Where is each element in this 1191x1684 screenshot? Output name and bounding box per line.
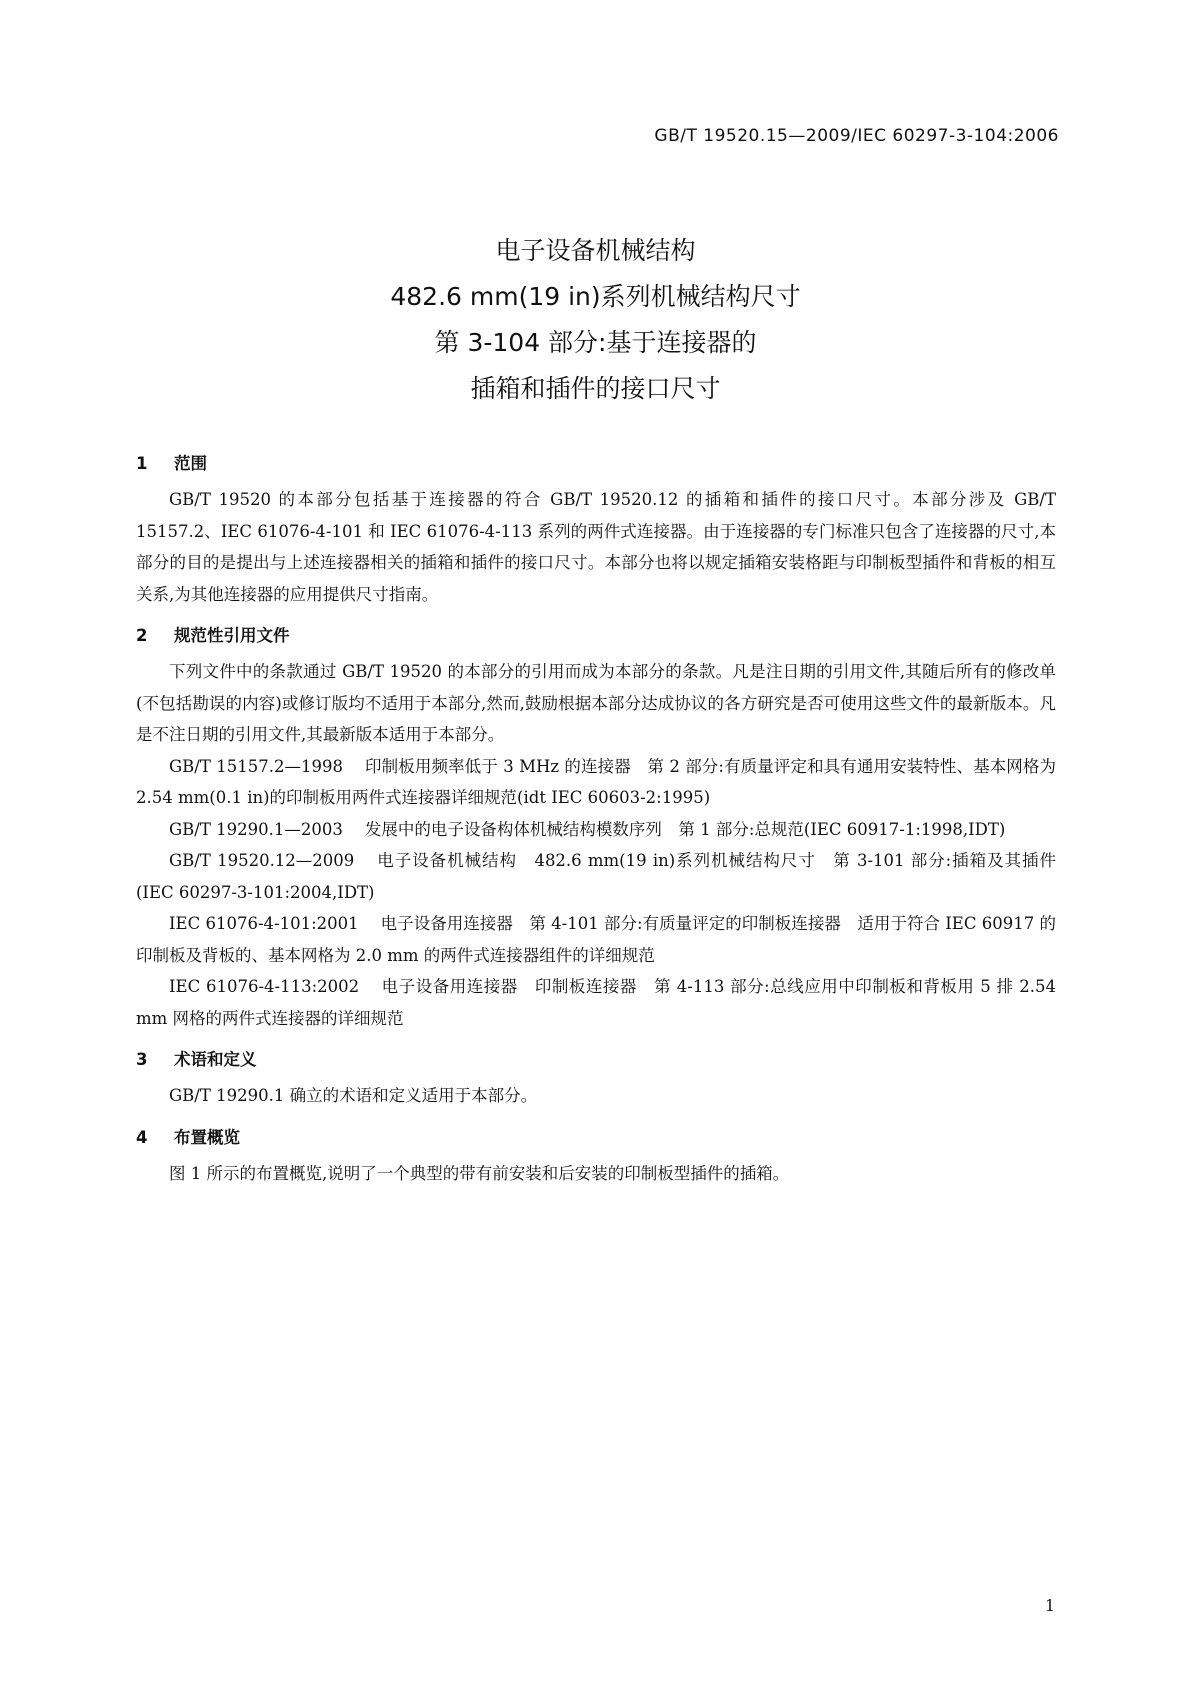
reference-item [136, 971, 1056, 1034]
reference-code: IEC 61076-4-113:2002 [169, 977, 360, 996]
reference-text: 电子设备机械结构 482.6 mm(19 in)系列机械结构尺寸 第 3-101 部分:插箱及其插件(IEC 60297-3-101:2004,IDT) [136, 851, 1056, 902]
section-scope [136, 450, 1056, 610]
page-number: 1 [1044, 1596, 1055, 1615]
section-heading [136, 450, 1056, 474]
reference-item [136, 908, 1056, 971]
document-body [136, 450, 1056, 1189]
reference-text: 电子设备用连接器 第 4-101 部分:有质量评定的印制板连接器 适用于符合 IEC 60917 的印制板及背板的、基本网格为 2.0 mm 的两件式连接器组件的详细规范 [136, 914, 1056, 965]
section-number: 4 [136, 1127, 148, 1147]
title-line: 482.6 mm(19 in)系列机械结构尺寸 [390, 282, 801, 311]
section-number: 2 [136, 626, 148, 645]
standard-code: GB/T 19520.15—2009/IEC 60297-3-104:2006 [654, 126, 1059, 146]
reference-text: 发展中的电子设备构体机械结构模数序列 第 1 部分:总规范(IEC 60917-1:1998,IDT) [364, 819, 1006, 839]
paragraph: 图 1 所示的布置概览,说明了一个典型的带有前安装和后安装的印制板型插件的插箱。 [169, 1163, 790, 1183]
reference-text: 印制板用频率低于 3 MHz 的连接器 第 2 部分:有质量评定和具有通用安装特性、基本网格为 2.54 mm(0.1 in)的印制板用两件式连接器详细规范(idt IEC 60603-2:1995) [136, 756, 1056, 807]
section-heading [136, 1046, 1056, 1070]
reference-item [136, 814, 1056, 846]
reference-item [136, 845, 1056, 908]
document-title [0, 228, 1191, 412]
section-title: 范围 [174, 454, 207, 473]
section-number: 3 [136, 1050, 148, 1069]
reference-code: GB/T 19290.1—2003 [169, 819, 343, 839]
paragraph: GB/T 19520 的本部分包括基于连接器的符合 GB/T 19520.12 的插箱和插件的接口尺寸。本部分涉及 GB/T 15157.2、IEC 61076-4-101 和 IEC 61076-4-113 系列的两件式连接器。由于连接器的专门标准只包含了连接器的尺寸,本部分的目的是提出与上述连接器相关的插箱和插件的接口尺寸。本部分也将以规定插箱安装格距与印制板型插件和背板的相互关系,为其他连接器的应用提供尺寸指南。 [136, 490, 1056, 604]
section-number: 1 [136, 454, 148, 473]
reference-code: IEC 61076-4-101:2001 [169, 914, 359, 933]
paragraph: GB/T 19290.1 确立的术语和定义适用于本部分。 [169, 1086, 538, 1105]
section-title: 术语和定义 [174, 1050, 257, 1069]
section-layout-overview [136, 1124, 1056, 1190]
title-line: 电子设备机械结构 [495, 236, 696, 265]
section-title: 规范性引用文件 [174, 626, 290, 645]
section-terms-definitions [136, 1046, 1056, 1112]
title-line: 插箱和插件的接口尺寸 [470, 374, 721, 403]
section-normative-references [136, 622, 1056, 1034]
reference-code: GB/T 15157.2—1998 [169, 756, 343, 776]
section-heading [136, 622, 1056, 646]
reference-code: GB/T 19520.12—2009 [169, 851, 355, 870]
paragraph: 下列文件中的条款通过 GB/T 19520 的本部分的引用而成为本部分的条款。凡是注日期的引用文件,其随后所有的修改单(不包括勘误的内容)或修订版均不适用于本部分,然而,鼓励根据本部分达成协议的各方研究是否可使用这些文件的最新版本。凡是不注日期的引用文件,其最新版本适用于本部分。 [136, 662, 1056, 744]
section-title: 布置概览 [174, 1127, 240, 1147]
reference-item [136, 751, 1056, 814]
reference-text: 电子设备用连接器 印制板连接器 第 4-113 部分:总线应用中印制板和背板用 5 排 2.54 mm 网格的两件式连接器的详细规范 [136, 977, 1056, 1028]
section-heading [136, 1124, 1056, 1148]
title-line: 第 3-104 部分:基于连接器的 [434, 328, 757, 357]
